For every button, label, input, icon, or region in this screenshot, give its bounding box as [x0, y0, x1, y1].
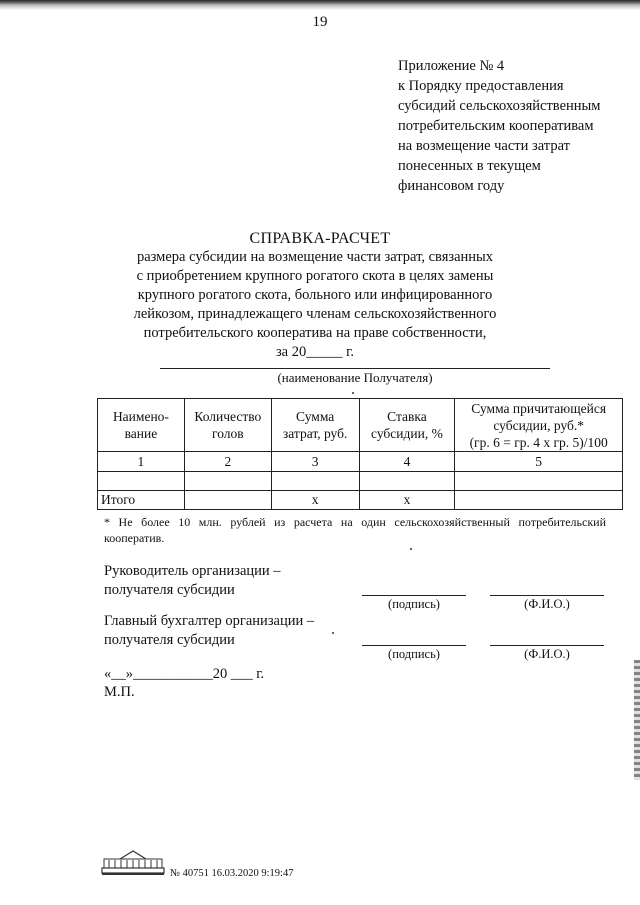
subtitle-line: с приобретением крупного рогатого скота в целях замены: [136, 268, 494, 284]
accountant-signature-label: [104, 612, 354, 650]
recipient-caption: (наименование Получателя): [277, 370, 433, 385]
table-cell: х: [359, 491, 455, 510]
table-header-row: [98, 399, 623, 452]
seal-place-label: М.П.: [104, 684, 135, 700]
header-cell-costs: [271, 399, 359, 452]
table-cell: [184, 472, 271, 491]
header-text: субсидии, %: [371, 426, 443, 441]
date-line: «__»___________20 ___ г.: [104, 666, 265, 682]
scan-edge-right: [634, 660, 640, 780]
signature-label-line: получателя субсидии: [104, 632, 235, 648]
column-number: 1: [98, 452, 185, 472]
header-text: вание: [124, 426, 158, 441]
subtitle-line: размера субсидии на возмещение части затрат, связанных: [136, 249, 494, 265]
accountant-signature-line: [362, 645, 466, 646]
table-cell: [455, 472, 623, 491]
signature-label-line: Главный бухгалтер организации –: [104, 613, 315, 629]
signature-caption: (подпись): [388, 597, 440, 611]
table-cell: [359, 472, 455, 491]
column-number-row: [98, 452, 623, 472]
table-row-empty: [98, 472, 623, 491]
header-cell-name: [98, 399, 185, 452]
subtitle-line: потребительского кооператива на праве собственности,: [143, 325, 487, 341]
annex-line: субсидий сельскохозяйственным: [398, 98, 601, 114]
signature-label-line: Руководитель организации –: [104, 563, 281, 579]
scan-speck: [352, 392, 354, 394]
header-text: голов: [212, 426, 244, 441]
scan-speck: [332, 632, 334, 634]
total-label: Итого: [98, 491, 185, 510]
annex-line: понесенных в текущем: [398, 158, 541, 174]
head-name-line: [490, 595, 604, 596]
document-title: СПРАВКА-РАСЧЕТ: [249, 230, 391, 247]
building-logo-icon: [100, 848, 166, 876]
scan-edge-top: [0, 0, 640, 10]
recipient-name-line: [160, 368, 550, 369]
head-signature-label: [104, 562, 334, 600]
table-row-total: [98, 491, 623, 510]
column-number: 4: [359, 452, 455, 472]
annex-line: к Порядку предоставления: [398, 78, 564, 94]
page-number: 19: [312, 14, 328, 30]
table-cell: х: [271, 491, 359, 510]
subtitle-line: за 20_____ г.: [275, 344, 355, 360]
document-registration-mark: № 40751 16.03.2020 9:19:47: [170, 868, 294, 879]
signature-label-line: получателя субсидии: [104, 582, 235, 598]
column-number: 5: [455, 452, 623, 472]
table-cell: [271, 472, 359, 491]
annex-line: потребительским кооперативам: [398, 118, 594, 134]
document-subtitle: [100, 248, 530, 362]
column-number: 2: [184, 452, 271, 472]
column-number: 3: [271, 452, 359, 472]
subtitle-line: лейкозом, принадлежащего членам сельскохозяйственного: [133, 306, 497, 322]
table-cell: [455, 491, 623, 510]
header-text: Сумма причитающейся: [471, 400, 607, 416]
subtitle-line: крупного рогатого скота, больного или инфицированного: [137, 287, 493, 303]
head-signature-line: [362, 595, 466, 596]
annex-line: финансовом году: [398, 178, 505, 194]
annex-line: Приложение № 4: [398, 58, 505, 74]
header-text: Количество: [194, 409, 262, 424]
header-text: Сумма: [296, 409, 335, 424]
scan-speck: [410, 548, 412, 550]
header-text: субсидии, руб.*: [493, 417, 585, 433]
annex-header: [398, 56, 628, 196]
accountant-name-line: [490, 645, 604, 646]
header-cell-subsidy-amount: [455, 399, 623, 452]
header-text: (гр. 6 = гр. 4 х гр. 5)/100: [469, 434, 608, 450]
subsidy-calculation-table: [97, 398, 623, 510]
table-cell: [184, 491, 271, 510]
table-cell: [98, 472, 185, 491]
footnote: * Не более 10 млн. рублей из расчета на один сельскохозяйственный потребительский кооператив.: [104, 515, 606, 545]
header-text: Наимено-: [112, 409, 169, 424]
signature-caption: (подпись): [388, 647, 440, 661]
annex-line: на возмещение части затрат: [398, 138, 570, 154]
name-caption: (Ф.И.О.): [524, 647, 570, 661]
header-cell-rate: [359, 399, 455, 452]
header-text: затрат, руб.: [282, 426, 348, 441]
header-cell-head-count: [184, 399, 271, 452]
name-caption: (Ф.И.О.): [524, 597, 570, 611]
header-text: Ставка: [387, 409, 427, 424]
